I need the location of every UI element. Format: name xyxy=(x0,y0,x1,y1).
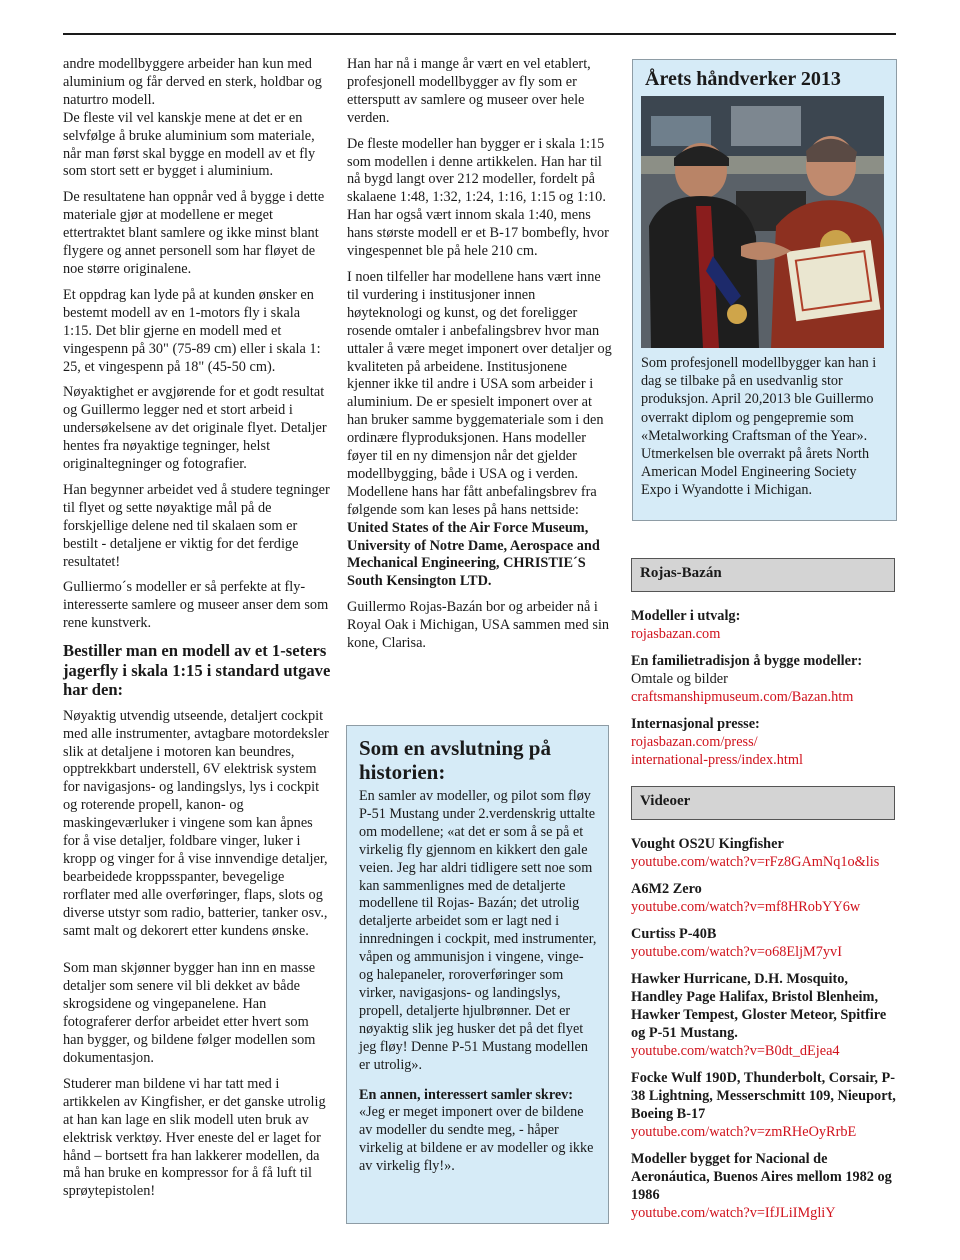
item-label: Modeller i utvalg: xyxy=(631,608,741,624)
item-label: Internasjonal presse: xyxy=(631,716,760,732)
paragraph: Som man skjønner bygger han inn en masse detaljer som senere vil bli dekket av både skrogsidene og vingepanelene. Han fotograferer derfor arbeidet etter hvert som han bygger, og bildene følger modellen som dokumentasjon. xyxy=(63,960,316,1066)
list-item xyxy=(631,970,901,1060)
video-link[interactable]: youtube.com/watch?v=o68EljM7yvI xyxy=(631,944,842,960)
box-subheading: En annen, interessert samler skrev: xyxy=(359,1086,573,1103)
list-item xyxy=(631,880,901,916)
box-title: Som en avslutning på historien: xyxy=(359,736,551,784)
top-rule xyxy=(63,33,896,35)
paragraph: «Jeg er meget imponert over de bildene av modeller du sendte meg, - håper virkelig at bildene er av modeller og ikke av virkelig fly!». xyxy=(359,1104,594,1175)
video-title: Vought OS2U Kingfisher xyxy=(631,836,784,852)
list-item xyxy=(631,1069,901,1141)
video-links xyxy=(631,835,901,1231)
paragraph: andre modellbyggere arbeider han kun med aluminium og får derved en sterk, holdbar og naturtro modell. xyxy=(63,56,322,108)
paragraph: De fleste modeller han bygger er i skala 1:15 som modellen i denne artikkelen. Han har til nå bygd langt over 212 modeller, fordelt på skalaene 1:48, 1:32, 1:24, 1:16, 1:15 og 1:10. Han har også vært innom skala 1:40, mens hans største modell er et B-17 bombefly, hvor vingespennet ble på hele 210 cm. xyxy=(347,135,609,260)
rojas-links xyxy=(631,607,901,778)
item-text: Omtale og bilder xyxy=(631,671,728,687)
video-link[interactable]: youtube.com/watch?v=B0dt_dEjea4 xyxy=(631,1043,840,1059)
video-link[interactable]: youtube.com/watch?v=rFz8GAmNq1o&lis xyxy=(631,854,880,870)
video-link[interactable]: youtube.com/watch?v=IfJLiIMgliY xyxy=(631,1205,836,1221)
award-photo xyxy=(641,96,884,348)
web-link[interactable]: rojasbazan.com/press/ international-press/index.html xyxy=(631,734,803,768)
paragraph: Han har nå i mange år vært en vel etablert, profesjonell modellbygger av fly som er ettersputt av samlere og museer over hele verden. xyxy=(347,56,591,126)
paragraph: De resultatene han oppnår ved å bygge i dette materiale gjør at modellene er meget ettertraktet blant samlere og ikke minst blant flygere og annet personell som har fløyet de noe større originalene. xyxy=(63,189,325,277)
video-link[interactable]: youtube.com/watch?v=mf8HRobYY6w xyxy=(631,899,861,915)
paragraph: Gulliermo´s modeller er så perfekte at fly-interesserte samlere og museer anser dem som rene kunstverk. xyxy=(63,579,329,632)
video-title: Focke Wulf 190D, Thunderbolt, Corsair, P-38 Lightning, Messerschmitt 109, Nieuport, Boeing B-17 xyxy=(631,1070,896,1122)
paragraph: I noen tilfeller har modellene hans vært inne til vurdering i institusjoner innen høyteknologi og kunst, og det foreligger rosende omtaler i anbefalingsbrev hvor man uttaler å være meget imponert over detaljer og kvaliteten på arbeidene. Institusjonene kjenner ikke til andre i USA som arbeider i aluminium. De er spesielt imponert over at han bruker samme byggemateriale som i den ordinære flyproduksjonen. Hans modeller føyer til en ny dimensjon når det gjelder modellbygging, både i USA og i verden. xyxy=(347,268,612,482)
award-photo-illustration xyxy=(641,96,884,348)
award-title: Årets håndverker 2013 xyxy=(645,68,841,90)
video-title: Modeller bygget for Nacional de Aeronáutica, Buenos Aires mellom 1982 og 1986 xyxy=(631,1151,892,1203)
list-item xyxy=(631,835,901,871)
list-item xyxy=(631,925,901,961)
list-item xyxy=(631,715,901,769)
list-item xyxy=(631,1150,901,1222)
paragraph: Guillermo Rojas-Bazán bor og arbeider nå i Royal Oak i Michigan, USA sammen med sin kone, Clarisa. xyxy=(347,599,610,652)
award-box xyxy=(632,59,897,521)
web-link[interactable]: rojasbazan.com xyxy=(631,626,721,642)
video-title: Curtiss P-40B xyxy=(631,926,717,942)
video-link[interactable]: youtube.com/watch?v=zmRHeOyRrbE xyxy=(631,1124,857,1140)
award-caption: Som profesjonell modellbygger kan han i dag se tilbake på en usedvanlig stor produksjon. April 20,2013 ble Guillermo overrakt diplom og pengepremie som «Metalworking Craftsman of the Year». Utmerkelsen ble overrakt på årets North American Model Engineering Society Expo i Wyandotte i Michigan. xyxy=(641,355,877,499)
item-label: En familietradisjon å bygge modeller: xyxy=(631,653,863,669)
paragraph: Modellene hans har fått anbefalingsbrev fra følgende som kan leses på hans nettside: xyxy=(347,483,597,518)
videos-section-header: Videoer xyxy=(631,786,895,820)
paragraph: Et oppdrag kan lyde på at kunden ønsker en bestemt modell av en 1-motors fly i skala 1:15. Det blir gjerne en modell med et vingespenn på 30" (75-89 cm) eller i skala 1: 25, et vingespenn på 18" (45-50 cm). xyxy=(63,286,321,375)
paragraph: Studerer man bildene vi har tatt med i artikkelen av Kingfisher, er det ganske utrolig at han kan lage en slik modell uten bruk av elektrisk verktøy. Hver eneste del er laget for hånd – bortsett fra han lakkerer modellen, da må han bruke en kompressor for å få luft til sprøytepistolen! xyxy=(63,1075,326,1200)
list-item xyxy=(631,652,901,706)
video-title: Hawker Hurricane, D.H. Mosquito, Handley Page Halifax, Bristol Blenheim, Hawker Tempest, Gloster Meteor, Spitfire og P-51 Mustang. xyxy=(631,971,887,1041)
endorsement-list: United States of the Air Force Museum, University of Notre Dame, Aerospace and Mechanical Engineering, CHRISTIE´S South Kensington LTD. xyxy=(347,519,600,590)
video-title: A6M2 Zero xyxy=(631,881,702,897)
section-heading: Bestiller man en modell av et 1-seters jagerfly i skala 1:15 i standard utgave har den: xyxy=(63,641,331,700)
web-link[interactable]: craftsmanshipmuseum.com/Bazan.htm xyxy=(631,689,854,705)
paragraph: Han begynner arbeidet ved å studere tegninger til flyet og sette nøyaktige mål på de forskjellige delene ned til skalaen som er bestilt - detaljene er viktig for det ferdige resultatet! xyxy=(63,481,330,570)
paragraph: De fleste vil vel kanskje mene at det er en selvfølge å bruke aluminium som materiale, når man først skal bygge en modell av et fly som stort sett er bygget i aluminium. xyxy=(63,109,316,180)
paragraph: Nøyaktig utvendig utseende, detaljert cockpit med alle instrumenter, avtagbare motordeksler slik at detaljene i motoren kan beundres, opptrekkbart understell, 6V elektrisk system for navigasjons- og landingslys, lys i cockpit og roterende propell, kanon- og maskingeværluker i vingene som kan åpnes for å vise detaljer, foldbare vinger, luker i kropp og vinger for å vise innvendige detaljer, bearbeidede kroppsspanter, bevegelige rorflater med alle overføringer, flaps, slots og diverse utstyr som radio, batterier, tanker osv., samt malt og dekorert etter kundens ønske. xyxy=(63,707,329,939)
list-item xyxy=(631,607,901,643)
article-column-1 xyxy=(63,56,331,1209)
closing-story-box xyxy=(346,725,609,1224)
article-column-2 xyxy=(347,56,613,661)
paragraph: En samler av modeller, og pilot som fløy P-51 Mustang under 2.verdenskrig uttalte om modellene; «at det er som å se på et virkelig fly gjennom en kikkert den gale veien. Jeg har aldri tidligere sett noe som kan sammenlignes med de detaljerte modellene til Rojas- Bazán; det utrolig detaljerte arbeidet som er lagt ned i innredningen i cockpit, med instrumenter, våpen og ammunisjon i vingene, vinge- og halepaneler, roroverføringer som virker, navigasjons- og landingslys, propell, detaljerte hjulbrønner. Det er nøyaktig slik jeg husker det på det flyet jeg fløy! Denne P-51 Mustang modellen er utrolig». xyxy=(359,788,597,1073)
paragraph: Nøyaktighet er avgjørende for et godt resultat og Guillermo legger ned et stort arbeid i undersøkelsene av det originale flyet. Detaljer hentes fra nøyaktige tegninger, helst originaltegninger og fotografier. xyxy=(63,384,327,473)
rojas-section-header: Rojas-Bazán xyxy=(631,558,895,592)
